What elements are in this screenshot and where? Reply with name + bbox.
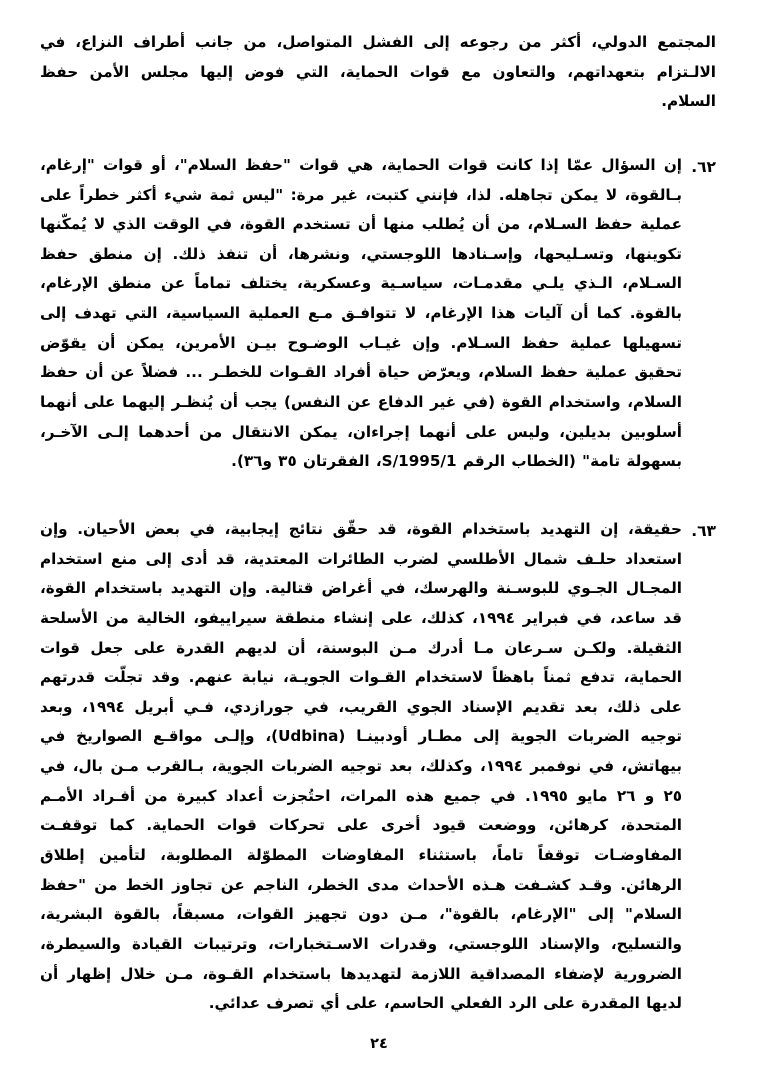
paragraph-continuation: [40, 28, 716, 117]
paragraph-text: إن السؤال عمّا إذا كانت قوات الحماية، هي قوات "حفظ السلام"، أو قوات "إرغام، بـالقوة، لا يمكن تجاهله. لذا، فإنني كتبت، غير مرة: "ليس ثمة شيء أكثر خطراً على عملية حفظ السـلام، من أن يُطلب منها أن تستخدم القوة، في الوقت الذي لا يُمكّنها تكوينها، وتسـليحها، وإسـنادها اللوجستي، ونشرها، أن تنفذ ذلك. إن منطق حفظ السـلام، الـذي يلـي مقدمـات، سياسـية وعسكرية، يختلف تماماً عن منطق الإرغام، بالقوة. كما أن آليات هذا الإرغام، لا تتوافـق مـع العملية السياسية، التي تهدف إلى تسهيلها عملية حفظ السـلام. وإن غيـاب الوضـوح بيـن الأمرين، يمكن أن يقوّض تحقيق عملية حفظ السلام، ويعرّض حياة أفراد القـوات للخطـر ... فضلاً عن أن حفظ السلام، واستخدام القوة (في غير الدفاع عن النفس) يجب أن يُنظـر إليهما على أنهما أسلوبين بديلين، وليس على أنهما إجراءان، يمكن الانتقال من أحدهما إلـى الآخـر، بسهولة تامة" (الخطاب الرقم S/1995/1، الفقرتان ٣٥ و٣٦).: [40, 155, 682, 471]
paragraph-text: المجتمع الدولي، أكثر من رجوعه إلى الفشل المتواصل، من جانب أطراف النزاع، في الالـتزام بتعهداتهم، والتعاون مع قوات الحماية، التي فوض إليها مجلس الأمن حفظ السلام.: [40, 33, 716, 111]
paragraph-63: [40, 515, 716, 1019]
paragraph-number: ٦٣.: [691, 521, 716, 540]
paragraph-number: ٦٢.: [691, 157, 716, 176]
page-number: ٢٤: [370, 1036, 388, 1052]
paragraph-text: حقيقة، إن التهديد باستخدام القوة، قد حقّق نتائج إيجابية، في بعض الأحيان. وإن استعداد حلـف شمال الأطلسي لضرب الطائرات المعتدية، قد أدى إلى منع استخدام المجـال الجـوي للبوسـنة والهرسك، في أغراض قتالية. وإن التهديد باستخدام القوة، قد ساعد، في فبراير ١٩٩٤، كذلك، على إنشاء منطقة سيراييفو، الخالية من الأسلحة الثقيلة. ولكـن سـرعان مـا أدرك مـن البوسنة، أن لديهم القدرة على جعل قوات الحماية، تدفع ثمناً باهظاً لاستخدام القـوات الجويـة، نيابة عنهم. وقد تجلّت قدرتهم على ذلك، بعد تقديم الإسناد الجوي القريب، في جورازدي، فـي أبريل ١٩٩٤، وبعد توجيه الضربات الجوية إلى مطـار أودبينـا (Udbina)، وإلـى مواقـع الصواريخ في بيهاتش، في نوفمبر ١٩٩٤، وكذلك، بعد توجيه الضربات الجوية، بـالقرب مـن بال، في ٢٥ و ٢٦ مايو ١٩٩٥. في جميع هذه المرات، احتُجزت أعداد كبيرة من أفـراد الأمـم المتحدة، كرهائن، ووضعت قيود أخرى على تحركات قوات الحماية. كما توقفـت المفاوضـات توقفاً تاماً، باستثناء المفاوضات المطوّلة المطلوبة، لتأمين إطلاق الرهائن. وقـد كشـفت هـذه الأحداث مدى الخطر، الناجم عن تجاوز الخط من "حفظ السلام" إلى "الإرغام، بالقوة"، مـن دون تجهيز القوات، مسبقاً، بالقوة البشرية، والتسليح، والإسناد اللوجستي، وقدرات الاسـتخبارات، وترتيبات القيادة والسيطرة، الضرورية لإضفاء المصداقية اللازمة لتهديدها باستخدام القـوة، مـن خلال إظهار أن لديها المقدرة على الرد الفعلي الحاسم، على أي تصرف عدائي.: [40, 519, 683, 1013]
paragraph-62: [40, 151, 716, 477]
